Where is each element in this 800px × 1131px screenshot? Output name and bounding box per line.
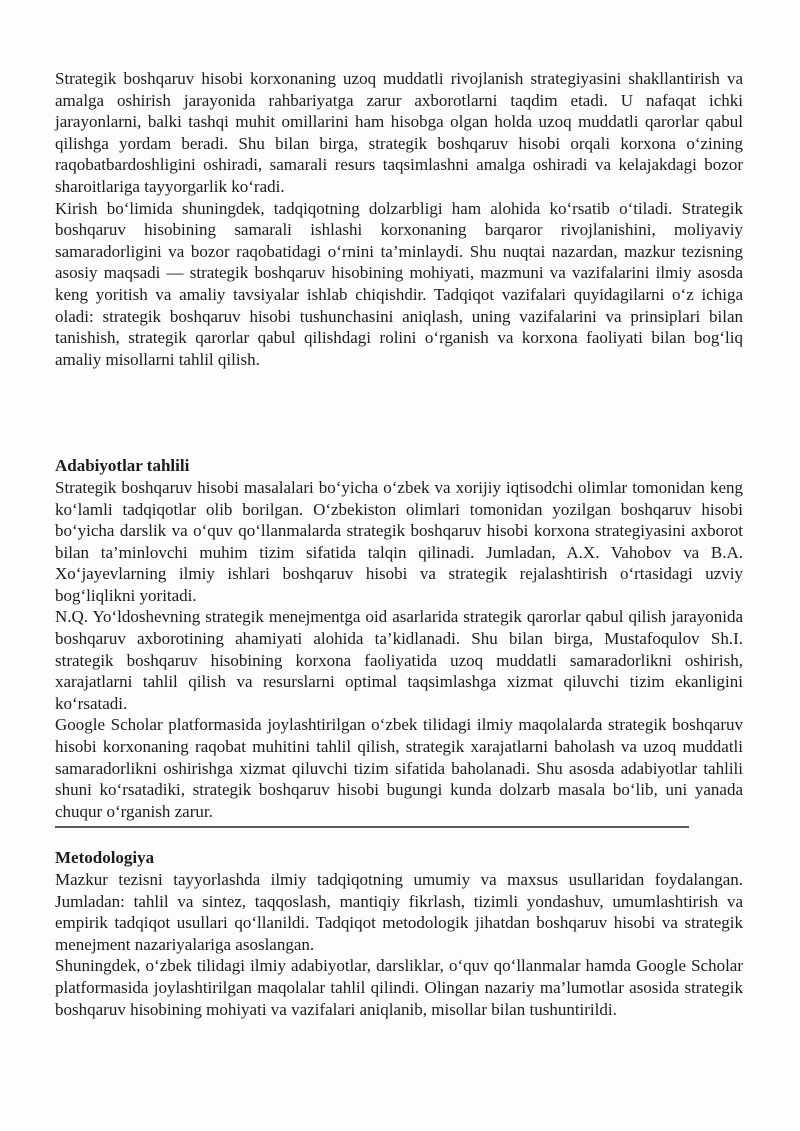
rule-gap xyxy=(55,828,743,847)
methodology-paragraph-1: Mazkur tezisni tayyorlashda ilmiy tadqiqotning umumiy va maxsus usullaridan foydalangan. Jumladan: tahlil va sintez, taqqoslash, mantiqiy fikrlash, tizimli yondashuv, umumlashtirish va empirik tadqiqot usullari qo‘llanildi. Tadqiqot metodologik jihatdan boshqaruv hisobi va strategik menejment nazariyalariga asoslangan. xyxy=(55,870,743,954)
literature-section-heading: Adabiyotlar tahlili xyxy=(55,456,190,476)
intro-paragraph-2: Kirish bo‘limida shuningdek, tadqiqotning dolzarbligi ham alohida ko‘rsatib o‘tiladi. Strategik boshqaruv hisobining samarali ishlashi korxonaning barqaror rivojlanishini, moliyaviy samaradorligini va bozor raqobatidagi o‘rnini ta’minlaydi. Shu nuqtai nazardan, mazkur tezisning asosiy maqsadi — strategik boshqaruv hisobining mohiyati, mazmuni va vazifalarini ilmiy asosda keng yoritish va amaliy tavsiyalar ishlab chiqishdir. Tadqiqot vazifalari quyidagilarni o‘z ichiga oladi: strategik boshqaruv hisobi tushunchasini aniqlash, uning vazifalarini va prinsiplari bilan tanishish, strategik qarorlar qabul qilishdagi rolini o‘rganish va korxona faoliyati bilan bog‘liq amaliy misollarni tahlil qilish. xyxy=(55,198,743,369)
methodology-paragraph-2: Shuningdek, o‘zbek tilidagi ilmiy adabiyotlar, darsliklar, o‘quv qo‘llanmalar hamda Google Scholar platformasida joylashtirilgan maqolalar tahlil qilindi. Olingan nazariy ma’lumotlar asosida strategik boshqaruv hisobining mohiyati va vazifalari aniqlanib, misollar bilan tushuntirildi. xyxy=(55,956,743,1019)
intro-paragraph-1: Strategik boshqaruv hisobi korxonaning uzoq muddatli rivojlanish strategiyasini shakllantirish va amalga oshirish jarayonida rahbariyatga zarur axborotlarni taqdim etadi. U nafaqat ichki jarayonlarni, balki tashqi muhit omillarini ham hisobga olgan holda uzoq muddatli qarorlar qabul qilishga yordam beradi. Shu bilan birga, strategik boshqaruv hisobi orqali korxona o‘zining raqobatbardoshligini oshiradi, samarali resurs taqsimlashni amalga oshiradi va kelajakdagi bozor sharoitlariga tayyorgarlik ko‘radi. xyxy=(55,69,743,196)
literature-paragraph-1: Strategik boshqaruv hisobi masalalari bo‘yicha o‘zbek va xorijiy iqtisodchi olimlar tomonidan keng ko‘lamli tadqiqotlar olib borilgan. O‘zbekiston olimlari tomonidan yozilgan boshqaruv hisobi bo‘yicha darslik va o‘quv qo‘llanmalarda strategik boshqaruv hisobi korxona strategiyasini axborot bilan ta’minlovchi muhim tizim sifatida talqin qilinadi. Jumladan, A.X. Vahobov va B.A. Xo‘jayevlarning ilmiy ishlari boshqaruv hisobi va strategik rejalashtirish o‘rtasidagi uzviy bog‘liqlikni yoritadi. xyxy=(55,477,743,605)
literature-paragraph-3: Google Scholar platformasida joylashtirilgan o‘zbek tilidagi ilmiy maqolalarda strategik boshqaruv hisobi korxonaning raqobat muhitini tahlil qilish, strategik xarajatlarni baholash va uzoq muddatli samaradorlikni oshirishga xizmat qiluvchi tizim sifatida baholanadi. Shu asosda adabiyotlar tahlili shuni ko‘rsatadiki, strategik boshqaruv hisobi bugungi kunda dolzarb masala bo‘lib, uni yanada chuqur o‘rganish zarur. xyxy=(55,715,743,821)
methodology-section-heading: Metodologiya xyxy=(55,848,155,868)
literature-paragraph-2: N.Q. Yo‘ldoshevning strategik menejmentga oid asarlarida strategik qarorlar qabul qilish jarayonida boshqaruv axborotining ahamiyati alohida ta’kidlanadi. Shu bilan birga, Mustafoqulov Sh.I. strategik boshqaruv hisobining korxona faoliyatida uzoq muddatli samaradorlikni oshirish, xarajatlarni tahlil qilish va resurslarni optimal taqsimlashga xizmat qiluvchi tizim ekanligini ko‘rsatadi. xyxy=(55,607,743,713)
section-gap xyxy=(55,370,743,455)
